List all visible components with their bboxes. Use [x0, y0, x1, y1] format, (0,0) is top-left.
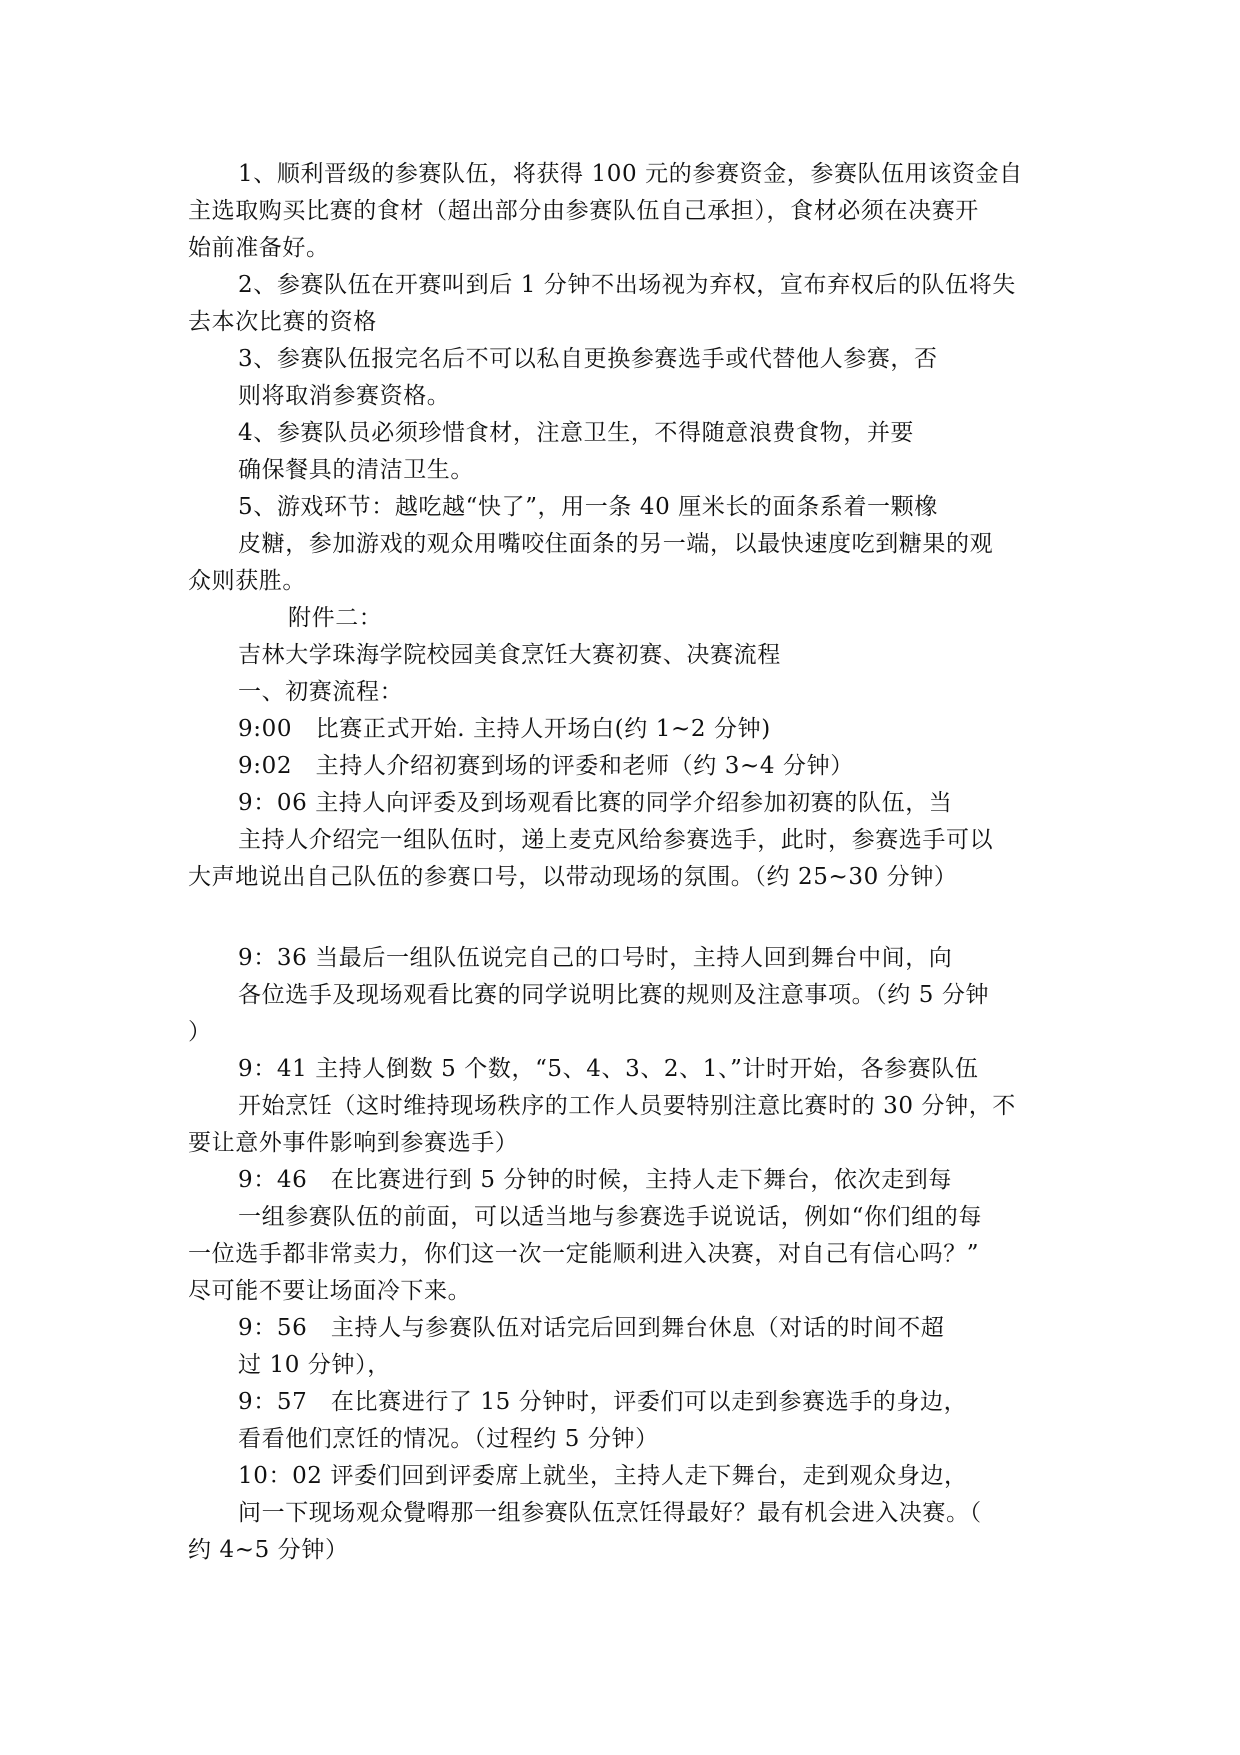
schedule-line: 9:00 比赛正式开始. 主持人开场白(约 1~2 分钟) [238, 716, 771, 742]
schedule-line: 9：57 在比赛进行了 15 分钟时，评委们可以走到参赛选手的身边， [238, 1389, 968, 1415]
schedule-line: 9：56 主持人与参赛队伍对话完后回到舞台休息（对话的时间不超 [238, 1315, 945, 1341]
section-heading: 附件二： [288, 605, 383, 631]
text-line: ） [188, 1019, 212, 1045]
text-line: 各位选手及现场观看比赛的同学说明比赛的规则及注意事项。（约 5 分钟 [238, 982, 990, 1008]
text-line: 2、参赛队伍在开赛叫到后 1 分钟不出场视为弃权，宣布弃权后的队伍将失 [238, 272, 1016, 298]
text-line: 一位选手都非常卖力，你们这一次一定能顺利进入决赛，对自己有信心吗？” [188, 1241, 980, 1267]
text-line: 主选取购买比赛的食材（超出部分由参赛队伍自己承担），食材必须在决赛开 [188, 198, 979, 224]
schedule-line: 9:02 主持人介绍初赛到场的评委和老师（约 3~4 分钟） [238, 753, 854, 779]
text-line: 5、游戏环节：越吃越“快了”，用一条 40 厘米长的面条系着一颗橡 [238, 494, 938, 520]
text-line: 3、参赛队伍报完名后不可以私自更换参赛选手或代替他人参赛，否 [238, 346, 938, 372]
schedule-line: 9：36 当最后一组队伍说完自己的口号时，主持人回到舞台中间，向 [238, 945, 953, 971]
text-line: 4、参赛队员必须珍惜食材，注意卫生，不得随意浪费食物，并要 [238, 420, 915, 446]
text-line: 去本次比赛的资格 [188, 309, 377, 335]
schedule-line: 9：46 在比赛进行到 5 分钟的时候，主持人走下舞台，依次走到每 [238, 1167, 952, 1193]
text-line: 一组参赛队伍的前面，可以适当地与参赛选手说说话，例如“你们组的每 [238, 1204, 982, 1230]
text-line: 问一下现场观众覺嘚那一组参赛队伍烹饪得最好？最有机会进入决赛。（ [238, 1500, 982, 1526]
schedule-line: 10：02 评委们回到评委席上就坐，主持人走下舞台，走到观众身边， [238, 1463, 968, 1489]
text-line: 开始烹饪（这时维持现场秩序的工作人员要特别注意比赛时的 30 分钟，不 [238, 1093, 1016, 1119]
text-line: 主持人介绍完一组队伍时，递上麦克风给参赛选手，此时，参赛选手可以 [238, 827, 994, 853]
text-line: 过 10 分钟）， [238, 1352, 391, 1378]
text-line: 看看他们烹饪的情况。（过程约 5 分钟） [238, 1426, 659, 1452]
text-line: 1、顺利晋级的参赛队伍，将获得 100 元的参赛资金，参赛队伍用该资金自 [238, 161, 1023, 187]
text-line: 要让意外事件影响到参赛选手） [188, 1130, 519, 1156]
schedule-line: 9：41 主持人倒数 5 个数，“5、4、3、2、1、”计时开始，各参赛队伍 [238, 1056, 979, 1082]
text-line: 始前准备好。 [188, 235, 330, 261]
schedule-line: 9：06 主持人向评委及到场观看比赛的同学介绍参加初赛的队伍，当 [238, 790, 953, 816]
text-line: 尽可能不要让场面冷下来。 [188, 1278, 472, 1304]
text-line: 确保餐具的清洁卫生。 [238, 457, 474, 483]
text-line: 大声地说出自己队伍的参赛口号，以带动现场的氛围。（约 25~30 分钟） [188, 864, 958, 890]
document-title: 吉林大学珠海学院校园美食烹饪大赛初赛、决赛流程 [238, 642, 781, 668]
text-line: 皮糖，参加游戏的观众用嘴咬住面条的另一端，以最快速度吃到糖果的观 [238, 531, 994, 557]
text-line: 众则获胜。 [188, 568, 306, 594]
section-heading: 一、初赛流程： [238, 679, 404, 705]
text-line: 则将取消参赛资格。 [238, 383, 451, 409]
text-line: 约 4~5 分钟） [188, 1537, 349, 1563]
